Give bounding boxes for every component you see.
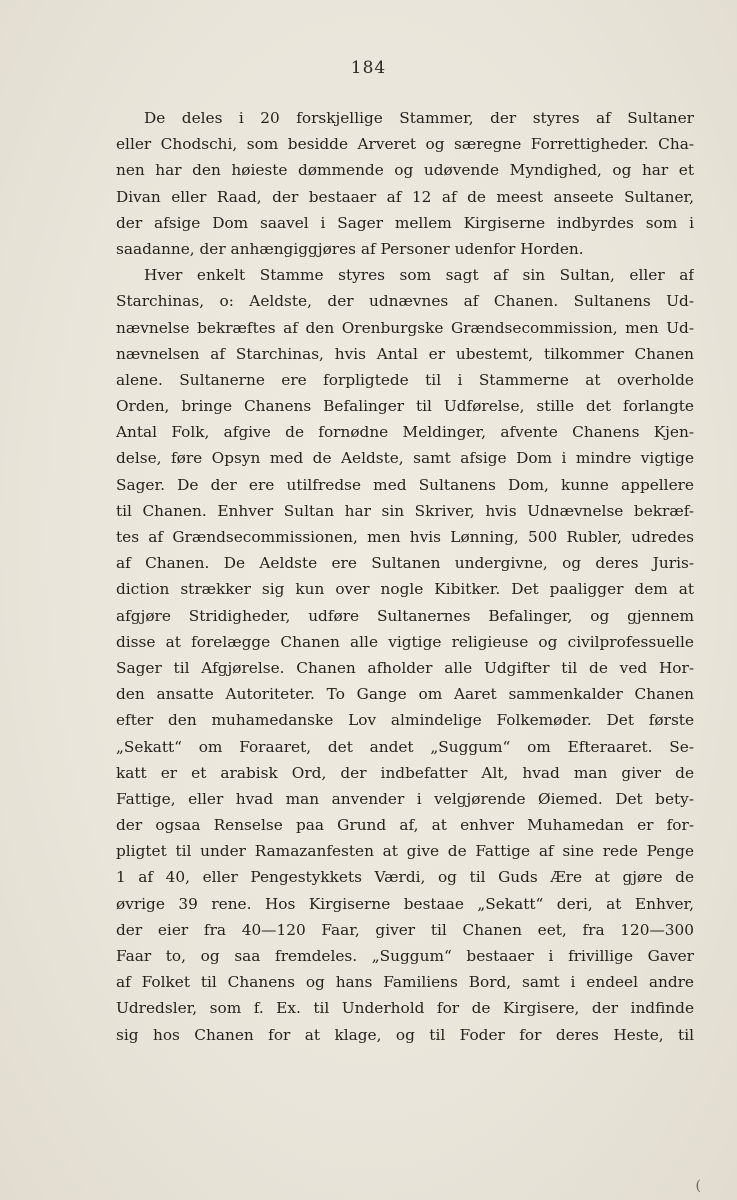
text-line: øvrige 39 rene. Hos Kirgiserne bestaae „Sekatt“ deri, at Enhver, [116, 894, 694, 913]
text-line: Fattige, eller hvad man anvender i velgjørende Øiemed. Det bety- [116, 789, 694, 808]
text-line: der eier fra 40—120 Faar, giver til Chanen eet, fra 120—300 [116, 920, 694, 939]
text-line: tes af Grændsecommissionen, men hvis Lønning, 500 Rubler, udredes [116, 528, 694, 546]
text-line: der ogsaa Renselse paa Grund af, at enhver Muhamedan er for- [116, 816, 694, 835]
text-line: alene. Sultanerne ere forpligtede til i Stammerne at overholde [116, 370, 694, 389]
text-line: til Chanen. Enhver Sultan har sin Skriver, hvis Udnævnelse bekræf- [116, 501, 694, 520]
text-line: nævnelse bekræftes af den Orenburgske Grændsecommission, men Ud- [116, 318, 694, 337]
text-line: Starchinas, o: Aeldste, der udnævnes af Chanen. Sultanens Ud- [116, 292, 694, 311]
text-line: disse at forelægge Chanen alle vigtige religieuse og civilprofessuelle [116, 632, 694, 651]
text-line: Udredsler, som f. Ex. til Underhold for de Kirgisere, der indfinde [116, 999, 694, 1018]
body-text [116, 105, 694, 1048]
text-line: der afsige Dom saavel i Sager mellem Kirgiserne indbyrdes som i [116, 213, 694, 232]
text-line: Faar to, og saa fremdeles. „Suggum“ bestaaer i frivillige Gaver [116, 947, 694, 965]
text-line: „Sekatt“ om Foraaret, det andet „Suggum“ om Efteraaret. Se- [116, 737, 694, 756]
text-line: efter den muhamedanske Lov almindelige Folkemøder. Det første [116, 711, 694, 730]
text-line: saadanne, der anhængiggjøres af Personer udenfor Horden. [116, 239, 584, 258]
text-line: De deles i 20 forskjellige Stammer, der styres af Sultaner [144, 109, 694, 127]
text-line: Sager til Afgjørelse. Chanen afholder alle Udgifter til de ved Hor- [116, 658, 694, 677]
text-line: 1 af 40, eller Pengestykkets Værdi, og til Guds Ære at gjøre de [116, 868, 694, 887]
text-line: Orden, bringe Chanens Befalinger til Udførelse, stille det forlangte [116, 397, 694, 416]
text-line: Divan eller Raad, der bestaaer af 12 af de meest anseete Sultaner, [116, 187, 694, 206]
text-line: afgjøre Stridigheder, udføre Sultanernes Befalinger, og gjennem [116, 606, 694, 625]
text-line: af Folket til Chanens og hans Familiens Bord, samt i endeel andre [116, 973, 694, 992]
page-number: 184 [350, 58, 387, 78]
text-line: delse, føre Opsyn med de Aeldste, samt afsige Dom i mindre vigtige [116, 449, 694, 468]
text-line: pligtet til under Ramazanfesten at give de Fattige af sine rede Penge [116, 842, 694, 861]
text-line: diction strækker sig kun over nogle Kibitker. Det paaligger dem at [116, 580, 694, 599]
text-line: af Chanen. De Aeldste ere Sultanen undergivne, og deres Juris- [116, 554, 694, 573]
text-line: den ansatte Autoriteter. To Gange om Aaret sammenkalder Chanen [116, 685, 694, 704]
text-line: katt er et arabisk Ord, der indbefatter Alt, hvad man giver de [116, 763, 694, 782]
text-line: Antal Folk, afgive de fornødne Meldinger, afvente Chanens Kjen- [116, 423, 694, 442]
text-line: Hver enkelt Stamme styres som sagt af sin Sultan, eller af [144, 266, 694, 285]
text-line: eller Chodschi, som besidde Arveret og særegne Forrettigheder. Cha- [116, 135, 694, 154]
text-line: nævnelsen af Starchinas, hvis Antal er ubestemt, tilkommer Chanen [116, 344, 694, 363]
text-line: nen har den høieste dømmende og udøvende Myndighed, og har et [116, 161, 694, 180]
text-line: Sager. De der ere utilfredse med Sultanens Dom, kunne appellere [116, 475, 694, 494]
corner-mark: ( [695, 1178, 701, 1194]
text-line: sig hos Chanen for at klage, og til Foder for deres Heste, til [116, 1025, 694, 1044]
